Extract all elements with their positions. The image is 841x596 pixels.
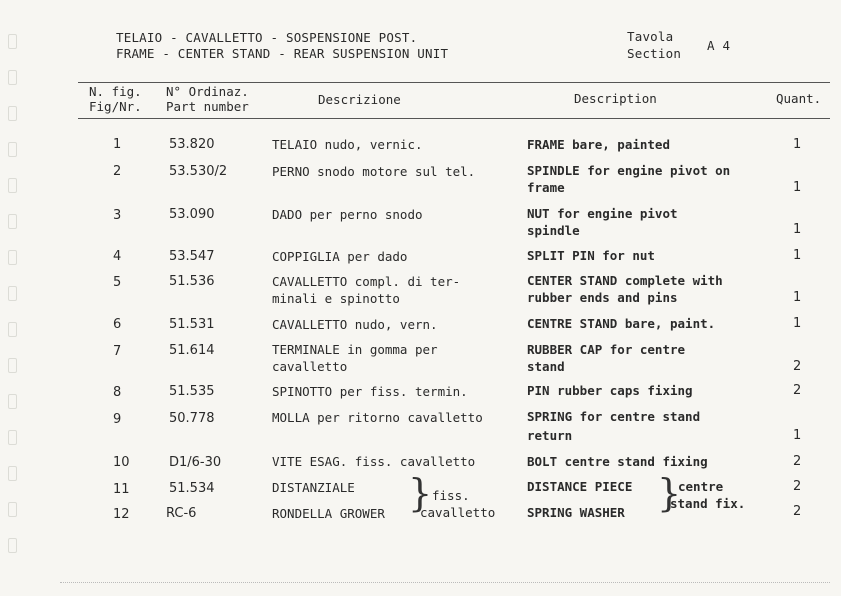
fig-number: 11 bbox=[113, 482, 130, 497]
description-en-line2: stand bbox=[527, 359, 565, 374]
fig-number: 12 bbox=[113, 507, 130, 522]
group-note-it-line2: cavalletto bbox=[420, 505, 496, 520]
fig-number: 5 bbox=[113, 275, 122, 290]
col-fig-label-en: Fig/Nr. bbox=[89, 99, 142, 114]
col-fig-label-it: N. fig. bbox=[89, 84, 142, 99]
description-it: COPPIGLIA per dado bbox=[272, 249, 408, 264]
description-it: DISTANZIALE bbox=[272, 480, 355, 495]
description-it: CAVALLETTO nudo, vern. bbox=[272, 317, 438, 332]
fig-number: 3 bbox=[113, 208, 122, 223]
section-label: Section bbox=[627, 46, 682, 61]
fig-number: 8 bbox=[113, 385, 122, 400]
description-it: TERMINALE in gomma per bbox=[272, 342, 438, 357]
col-part-label-it: N° Ordinaz. bbox=[166, 84, 249, 99]
quantity: 2 bbox=[793, 383, 802, 398]
part-number: 51.535 bbox=[169, 384, 215, 399]
fig-number: 9 bbox=[113, 412, 122, 427]
quantity: 1 bbox=[793, 248, 802, 263]
section-code: A 4 bbox=[707, 38, 731, 53]
fig-number: 1 bbox=[113, 137, 122, 152]
fig-number: 6 bbox=[113, 317, 122, 332]
description-en: CENTRE STAND bare, paint. bbox=[527, 316, 716, 331]
tavola-label: Tavola bbox=[627, 29, 674, 44]
part-number: D1/6-30 bbox=[169, 455, 222, 470]
header-rule-bottom bbox=[78, 118, 830, 119]
description-it: RONDELLA GROWER bbox=[272, 506, 385, 521]
description-it: DADO per perno snodo bbox=[272, 207, 423, 222]
fig-number: 4 bbox=[113, 249, 122, 264]
part-number: 51.534 bbox=[169, 481, 215, 496]
quantity: 2 bbox=[793, 504, 802, 519]
description-en: RUBBER CAP for centre bbox=[527, 342, 686, 357]
part-number: 51.614 bbox=[169, 343, 215, 358]
part-number: 53.547 bbox=[169, 249, 215, 264]
description-en-line2: spindle bbox=[527, 223, 580, 238]
description-en: PIN rubber caps fixing bbox=[527, 383, 693, 398]
description-it: CAVALLETTO compl. di ter- bbox=[272, 274, 461, 289]
description-en: CENTER STAND complete with bbox=[527, 273, 723, 288]
col-quantity: Quant. bbox=[776, 91, 822, 106]
description-it: VITE ESAG. fiss. cavalletto bbox=[272, 454, 476, 469]
description-it: TELAIO nudo, vernic. bbox=[272, 137, 423, 152]
description-en: FRAME bare, painted bbox=[527, 137, 670, 152]
quantity: 1 bbox=[793, 428, 802, 443]
part-number: 51.536 bbox=[169, 274, 215, 289]
description-en: SPRING WASHER bbox=[527, 505, 625, 520]
part-number: 50.778 bbox=[169, 411, 215, 426]
quantity: 2 bbox=[793, 454, 802, 469]
description-en: DISTANCE PIECE bbox=[527, 479, 633, 494]
description-en: SPINDLE for engine pivot on bbox=[527, 163, 731, 178]
description-en: SPRING for centre stand bbox=[527, 409, 701, 424]
title-italian: TELAIO - CAVALLETTO - SOSPENSIONE POST. bbox=[116, 30, 418, 45]
description-en-line2: frame bbox=[527, 180, 565, 195]
quantity: 2 bbox=[793, 359, 802, 374]
group-note-en-line2: stand fix. bbox=[670, 496, 746, 511]
quantity: 1 bbox=[793, 290, 802, 305]
fig-number: 7 bbox=[113, 344, 122, 359]
group-note-en-line1: centre bbox=[678, 479, 724, 494]
quantity: 1 bbox=[793, 137, 802, 152]
brace-right-en: } bbox=[657, 471, 682, 515]
fig-number: 2 bbox=[113, 164, 122, 179]
quantity: 2 bbox=[793, 479, 802, 494]
fig-number: 10 bbox=[113, 455, 130, 470]
part-number: 53.820 bbox=[169, 137, 215, 152]
group-note-it-line1: fiss. bbox=[432, 488, 470, 503]
description-en: NUT for engine pivot bbox=[527, 206, 678, 221]
title-english: FRAME - CENTER STAND - REAR SUSPENSION UNIT bbox=[116, 46, 449, 61]
description-en: BOLT centre stand fixing bbox=[527, 454, 708, 469]
description-it: PERNO snodo motore sul tel. bbox=[272, 164, 476, 179]
description-en-line2: rubber ends and pins bbox=[527, 290, 678, 305]
description-en-line2: return bbox=[527, 428, 573, 443]
brace-right-it: } bbox=[408, 471, 433, 515]
part-number: 53.090 bbox=[169, 207, 215, 222]
col-description: Description bbox=[574, 91, 657, 106]
description-it: MOLLA per ritorno cavalletto bbox=[272, 410, 483, 425]
part-number: 51.531 bbox=[169, 317, 215, 332]
col-part-label-en: Part number bbox=[166, 99, 249, 114]
description-it-line2: cavalletto bbox=[272, 359, 348, 374]
quantity: 1 bbox=[793, 180, 802, 195]
description-it: SPINOTTO per fiss. termin. bbox=[272, 384, 468, 399]
header-rule-top bbox=[78, 82, 830, 83]
part-number: 53.530/2 bbox=[169, 164, 228, 179]
quantity: 1 bbox=[793, 316, 802, 331]
description-it-line2: minali e spinotto bbox=[272, 291, 400, 306]
bottom-rule bbox=[60, 582, 830, 583]
part-number: RC-6 bbox=[166, 506, 197, 521]
description-en: SPLIT PIN for nut bbox=[527, 248, 655, 263]
quantity: 1 bbox=[793, 222, 802, 237]
col-descrizione: Descrizione bbox=[318, 92, 401, 107]
